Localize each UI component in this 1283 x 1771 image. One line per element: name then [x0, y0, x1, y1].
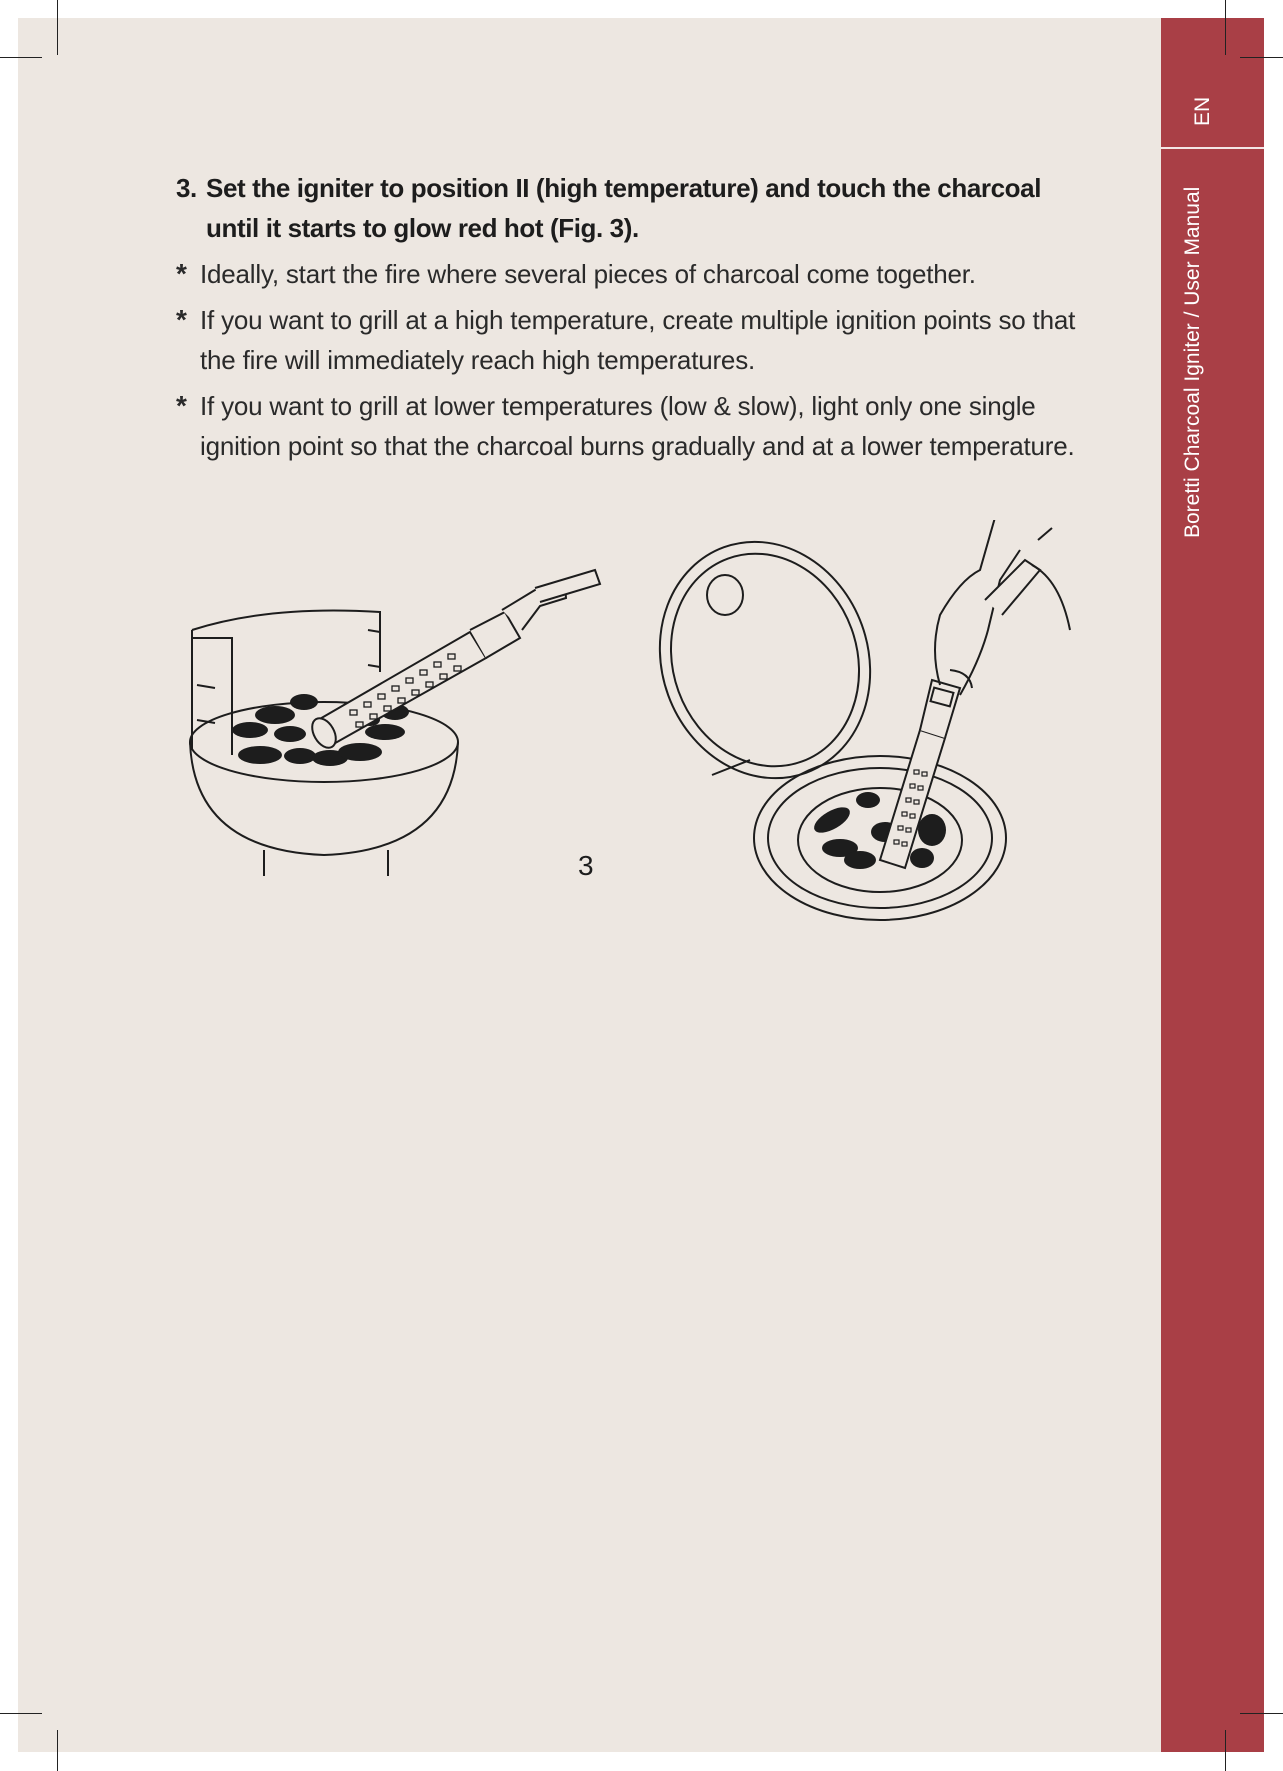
sidebar-divider [1161, 147, 1264, 149]
bullet-asterisk: * [176, 258, 187, 289]
crop-mark [1225, 0, 1226, 55]
bullet-item [176, 300, 1076, 380]
bullet-text: Ideally, start the fire where several pieces of charcoal come together. [200, 259, 976, 289]
crop-mark [1240, 57, 1283, 58]
crop-mark [0, 57, 42, 58]
bullet-item [176, 386, 1076, 466]
crop-mark [57, 1730, 58, 1771]
kettle-grill-illustration [190, 570, 600, 876]
instructions [176, 168, 1076, 466]
figure-illustration [180, 520, 1080, 930]
language-label: EN [1191, 96, 1214, 126]
step-number: 3. [176, 173, 197, 203]
crop-mark [57, 0, 58, 55]
bullet-item [176, 254, 1076, 294]
step-heading [176, 168, 1076, 248]
crop-mark [1225, 1730, 1226, 1771]
figure-number: 3 [578, 850, 594, 881]
crop-mark [1240, 1713, 1283, 1714]
bullet-asterisk: * [176, 390, 187, 421]
sidebar-band [1161, 18, 1264, 1752]
crop-mark [0, 1713, 42, 1714]
step-text: Set the igniter to position II (high temperature) and touch the charcoal until it starts to glow red hot (Fig. 3). [206, 173, 1042, 243]
bullet-asterisk: * [176, 304, 187, 335]
kamado-grill-illustration [627, 520, 1070, 920]
bullet-text: If you want to grill at a high temperature, create multiple ignition points so that the fire will immediately reach high temperatures. [200, 305, 1076, 375]
bullet-text: If you want to grill at lower temperatures (low & slow), light only one single ignition point so that the charcoal burns gradually and at a lower temperature. [200, 391, 1075, 461]
manual-title: Boretti Charcoal Igniter / User Manual [1181, 186, 1204, 538]
